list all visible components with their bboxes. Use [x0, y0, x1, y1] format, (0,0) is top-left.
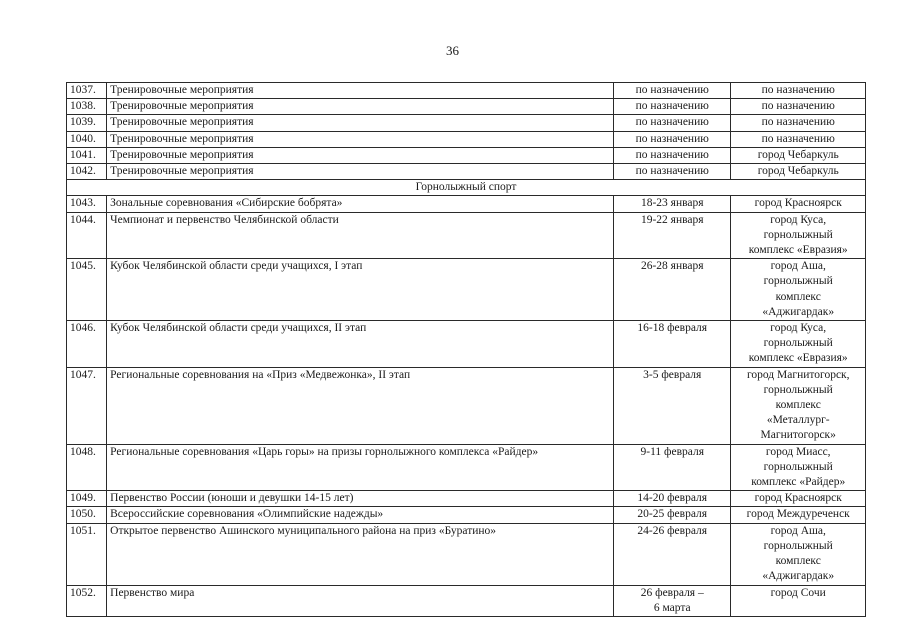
- event-place-line: комплекс: [775, 399, 821, 412]
- event-name: Тренировочные мероприятия: [107, 115, 614, 131]
- event-place-line: комплекс: [775, 290, 821, 303]
- event-number: 1051.: [67, 523, 107, 585]
- event-name: Региональные соревнования «Царь горы» на призы горнолыжного комплекса «Райдер»: [107, 444, 614, 491]
- event-place-line: город Миасс,: [765, 445, 831, 458]
- event-place-line: «Аджигардак»: [762, 305, 835, 318]
- event-place: [731, 321, 866, 368]
- event-place-line: комплекс «Евразия»: [748, 352, 848, 365]
- table-row: [67, 147, 866, 163]
- event-place-line: горнолыжный: [763, 337, 833, 350]
- event-place: [731, 131, 866, 147]
- table-row: [67, 164, 866, 180]
- event-name: Первенство России (юноши и девушки 14-15 лет): [107, 491, 614, 507]
- table-row: [67, 321, 866, 368]
- event-place-line: комплекс «Евразия»: [748, 244, 848, 257]
- table-row: [67, 99, 866, 115]
- table-row: [67, 491, 866, 507]
- event-place-line: город Междуреченск: [746, 508, 850, 521]
- event-name: Тренировочные мероприятия: [107, 164, 614, 180]
- event-place-line: комплекс: [775, 555, 821, 568]
- table-row: [67, 444, 866, 491]
- event-number: 1052.: [67, 585, 107, 616]
- event-place: [731, 585, 866, 616]
- event-place: [731, 196, 866, 212]
- event-name: Кубок Челябинской области среди учащихся, I этап: [107, 259, 614, 321]
- event-place-line: Магнитогорск»: [760, 429, 836, 442]
- event-date-line: 3-5 февраля: [643, 368, 702, 381]
- event-place-line: горнолыжный: [763, 228, 833, 241]
- event-name: Чемпионат и первенство Челябинской области: [107, 212, 614, 259]
- event-number: 1045.: [67, 259, 107, 321]
- event-date: [614, 491, 731, 507]
- event-place-line: по назначению: [761, 84, 835, 96]
- event-place: [731, 212, 866, 259]
- event-place: [731, 115, 866, 131]
- event-place-line: комплекс «Райдер»: [751, 476, 846, 489]
- event-place-line: по назначению: [761, 116, 835, 129]
- event-date-line: 19-22 января: [640, 213, 704, 226]
- events-table: [66, 82, 866, 617]
- event-place-line: город Куса,: [770, 322, 827, 335]
- event-number: 1042.: [67, 164, 107, 180]
- event-date-line: 18-23 января: [640, 197, 704, 210]
- event-name: Тренировочные мероприятия: [107, 147, 614, 163]
- event-number: 1047.: [67, 367, 107, 444]
- section-title: Горнолыжный спорт: [67, 180, 866, 196]
- event-number: 1039.: [67, 115, 107, 131]
- event-number: 1044.: [67, 212, 107, 259]
- table-row: [67, 115, 866, 131]
- event-date: [614, 83, 731, 99]
- events-table-body: [67, 83, 866, 617]
- event-name: Кубок Челябинской области среди учащихся, II этап: [107, 321, 614, 368]
- event-name: Тренировочные мероприятия: [107, 131, 614, 147]
- event-number: 1041.: [67, 147, 107, 163]
- event-date: [614, 99, 731, 115]
- event-number: 1037.: [67, 83, 107, 99]
- event-date: [614, 115, 731, 131]
- event-date: [614, 196, 731, 212]
- event-place-line: город Магнитогорск,: [746, 368, 850, 381]
- event-date: [614, 164, 731, 180]
- event-place: [731, 83, 866, 99]
- table-row: [67, 507, 866, 523]
- event-place-line: город Чебаркуль: [757, 148, 839, 161]
- event-number: 1050.: [67, 507, 107, 523]
- event-place-line: город Аша,: [770, 524, 826, 537]
- event-name: Тренировочные мероприятия: [107, 83, 614, 99]
- event-place-line: город Красноярск: [754, 197, 842, 210]
- event-date-line: по назначению: [635, 132, 709, 145]
- event-date-line: 14-20 февраля: [637, 492, 708, 505]
- event-name: Первенство мира: [107, 585, 614, 616]
- event-place: [731, 147, 866, 163]
- event-place-line: город Красноярск: [754, 492, 842, 505]
- event-place-line: горнолыжный: [763, 460, 833, 473]
- event-date: [614, 147, 731, 163]
- event-place-line: по назначению: [761, 132, 835, 145]
- event-number: 1043.: [67, 196, 107, 212]
- table-row: [67, 523, 866, 585]
- event-date: [614, 212, 731, 259]
- event-place: [731, 164, 866, 180]
- event-number: 1048.: [67, 444, 107, 491]
- event-name: Зональные соревнования «Сибирские бобрята»: [107, 196, 614, 212]
- event-date-line: 16-18 февраля: [637, 322, 708, 335]
- table-row: [67, 83, 866, 99]
- section-header-row: [67, 180, 866, 196]
- event-date: [614, 444, 731, 491]
- event-place-line: город Чебаркуль: [757, 165, 839, 178]
- event-name: Открытое первенство Ашинского муниципального района на приз «Буратино»: [107, 523, 614, 585]
- event-name: Тренировочные мероприятия: [107, 99, 614, 115]
- event-place: [731, 507, 866, 523]
- event-number: 1038.: [67, 99, 107, 115]
- event-place-line: город Куса,: [770, 213, 827, 226]
- event-place-line: город Сочи: [770, 586, 826, 599]
- event-place-line: по назначению: [761, 100, 835, 113]
- event-date-line: 20-25 февраля: [637, 508, 708, 521]
- event-date: [614, 259, 731, 321]
- event-date-line: по назначению: [635, 148, 709, 161]
- table-row: [67, 585, 866, 616]
- event-date: [614, 585, 731, 616]
- event-date-line: по назначению: [635, 84, 709, 96]
- event-place-line: город Аша,: [770, 260, 826, 273]
- event-place-line: «Металлург-: [766, 414, 830, 427]
- event-date-line: по назначению: [635, 116, 709, 129]
- event-date: [614, 507, 731, 523]
- event-date-line: 24-26 февраля: [637, 524, 708, 537]
- event-date: [614, 131, 731, 147]
- event-date: [614, 367, 731, 444]
- event-date-line: 26-28 января: [640, 260, 704, 273]
- table-row: [67, 259, 866, 321]
- page-number: 36: [446, 43, 459, 58]
- event-number: 1049.: [67, 491, 107, 507]
- event-place: [731, 259, 866, 321]
- event-name: Региональные соревнования на «Приз «Медвежонка», II этап: [107, 367, 614, 444]
- event-number: 1046.: [67, 321, 107, 368]
- event-date-line: 9-11 февраля: [640, 445, 704, 458]
- event-place: [731, 99, 866, 115]
- event-date: [614, 321, 731, 368]
- event-name: Всероссийские соревнования «Олимпийские надежды»: [107, 507, 614, 523]
- event-place-line: горнолыжный: [763, 539, 833, 552]
- event-place-line: горнолыжный: [763, 275, 833, 288]
- event-date-line: 26 февраля –: [640, 586, 704, 599]
- event-number: 1040.: [67, 131, 107, 147]
- event-date: [614, 523, 731, 585]
- table-row: [67, 196, 866, 212]
- event-place: [731, 491, 866, 507]
- table-row: [67, 131, 866, 147]
- event-date-line: по назначению: [635, 100, 709, 113]
- event-place: [731, 444, 866, 491]
- event-date-line: 6 марта: [653, 601, 691, 614]
- event-place-line: горнолыжный: [763, 383, 833, 396]
- event-place-line: «Аджигардак»: [762, 570, 835, 583]
- event-date-line: по назначению: [635, 165, 709, 178]
- table-row: [67, 367, 866, 444]
- table-row: [67, 212, 866, 259]
- event-place: [731, 523, 866, 585]
- event-place: [731, 367, 866, 444]
